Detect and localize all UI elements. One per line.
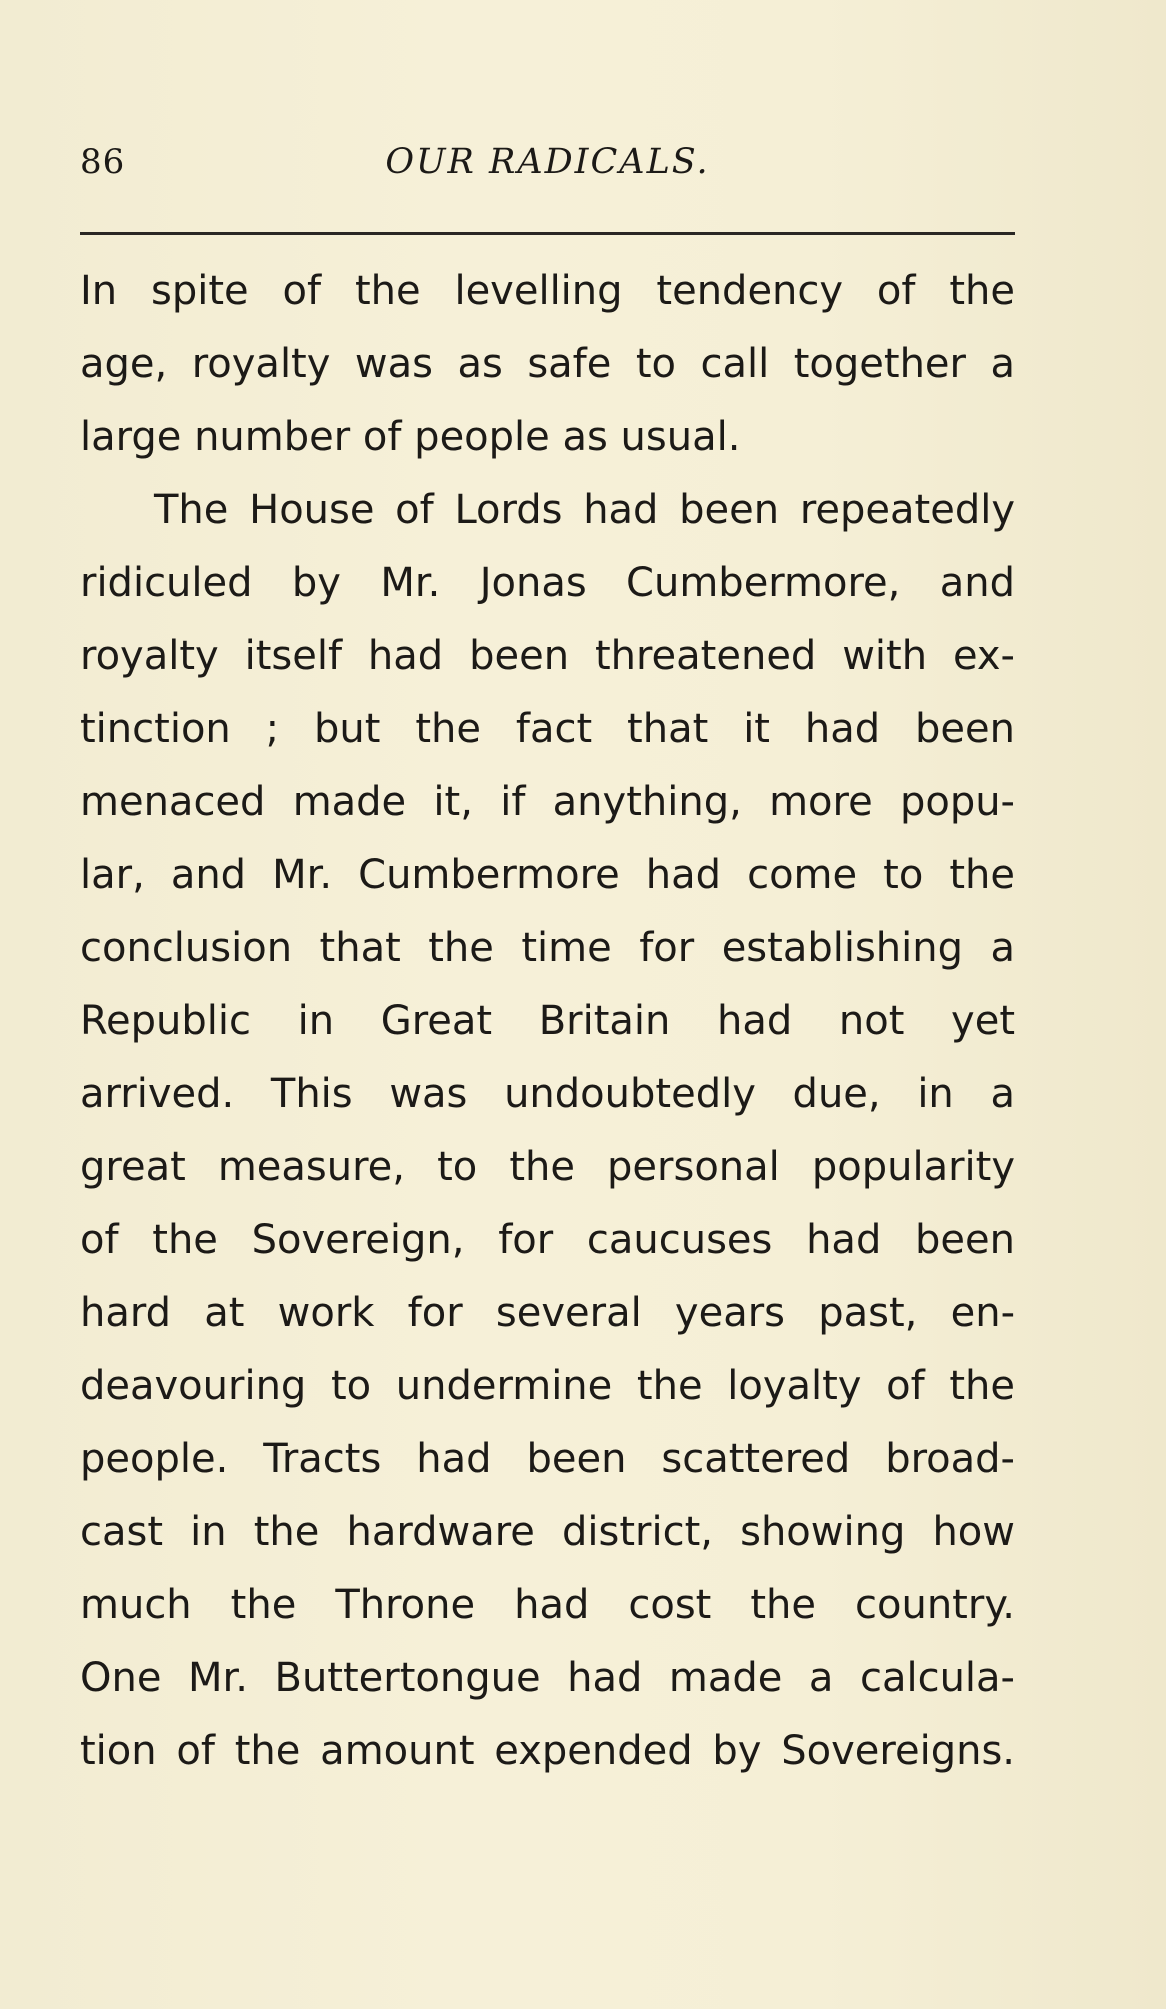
text-line: of the Sovereign, for caucuses had been xyxy=(80,1217,1015,1263)
text-line: conclusion that the time for establishing a xyxy=(80,925,1015,971)
text-line: people. Tracts had been scattered broad- xyxy=(80,1436,1015,1482)
header-rule xyxy=(80,232,1015,235)
text-line: much the Throne had cost the country. xyxy=(80,1582,1015,1628)
running-head xyxy=(80,142,1015,192)
text-line: royalty itself had been threatened with ex- xyxy=(80,633,1015,679)
text-line: deavouring to undermine the loyalty of the xyxy=(80,1363,1015,1409)
text-line: lar, and Mr. Cumbermore had come to the xyxy=(80,852,1015,898)
text-line: menaced made it, if anything, more popu- xyxy=(80,779,1015,825)
running-title: OUR RADICALS. xyxy=(385,142,710,182)
text-line: tion of the amount expended by Sovereigns. xyxy=(80,1728,1015,1774)
text-line: great measure, to the personal popularity xyxy=(80,1144,1015,1190)
text-line: age, royalty was as safe to call together a xyxy=(80,341,1015,387)
text-line: hard at work for several years past, en- xyxy=(80,1290,1015,1336)
page-number: 86 xyxy=(80,142,126,182)
text-line: Republic in Great Britain had not yet xyxy=(80,998,1015,1044)
text-line: large number of people as usual. xyxy=(80,414,741,460)
text-line: In spite of the levelling tendency of the xyxy=(80,268,1015,314)
text-line: The House of Lords had been repeatedly xyxy=(154,487,1015,533)
text-line: ridiculed by Mr. Jonas Cumbermore, and xyxy=(80,560,1015,606)
text-line: tinction ; but the fact that it had been xyxy=(80,706,1015,752)
text-line: cast in the hardware district, showing how xyxy=(80,1509,1015,1555)
text-line: One Mr. Buttertongue had made a calcula- xyxy=(80,1655,1015,1701)
body-text xyxy=(80,255,1015,1788)
text-line: arrived. This was undoubtedly due, in a xyxy=(80,1071,1015,1117)
